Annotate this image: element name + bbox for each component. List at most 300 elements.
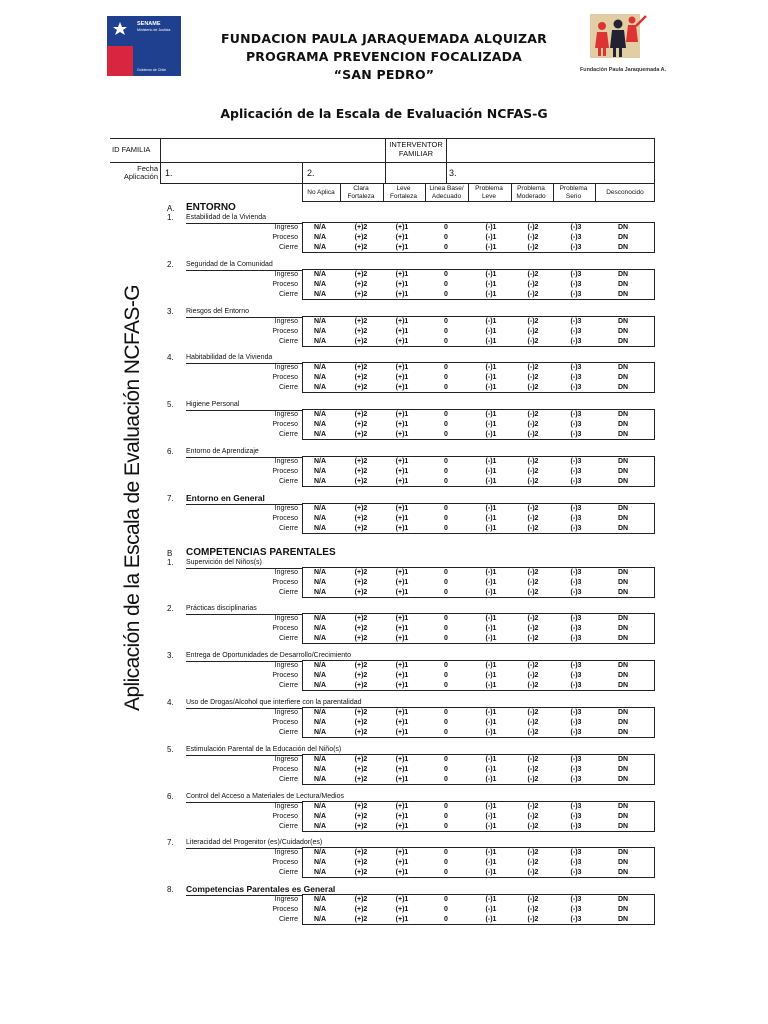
scale-option[interactable]: 0 xyxy=(444,682,448,690)
scale-option[interactable]: (+)1 xyxy=(395,896,409,904)
scale-option[interactable]: (-)3 xyxy=(570,775,582,783)
scale-option[interactable]: 0 xyxy=(444,812,448,820)
scale-option[interactable]: 0 xyxy=(444,775,448,783)
scale-option[interactable]: N/A xyxy=(313,662,327,670)
scale-option[interactable]: (-)2 xyxy=(527,755,539,763)
scale-option[interactable]: (+)2 xyxy=(354,458,368,465)
scale-option[interactable]: (-)2 xyxy=(527,524,539,532)
scale-option[interactable]: 0 xyxy=(444,234,448,241)
scale-option[interactable]: (+)2 xyxy=(354,755,368,763)
scale-option[interactable]: 0 xyxy=(444,478,448,485)
scale-option[interactable]: (+)2 xyxy=(354,514,368,522)
scale-option[interactable]: (+)2 xyxy=(354,615,368,623)
scale-option[interactable]: (+)2 xyxy=(354,524,368,532)
scale-option[interactable]: (-)1 xyxy=(485,384,497,392)
scale-option[interactable]: 0 xyxy=(444,916,448,924)
scale-option[interactable]: (+)1 xyxy=(395,504,409,512)
scale-option[interactable]: (-)3 xyxy=(570,468,582,475)
scale-option[interactable]: (-)2 xyxy=(527,421,539,429)
scale-option[interactable]: (+)1 xyxy=(395,625,409,633)
scale-option[interactable]: (-)3 xyxy=(570,524,582,532)
scale-option[interactable]: (+)2 xyxy=(354,270,368,278)
scale-option[interactable]: (-)3 xyxy=(570,822,582,830)
scale-option[interactable]: N/A xyxy=(313,468,327,475)
scale-option[interactable]: (-)3 xyxy=(570,431,582,439)
scale-option[interactable]: (-)3 xyxy=(570,568,582,576)
fecha-slot-1[interactable]: 1. xyxy=(165,168,173,178)
scale-option[interactable]: (-)2 xyxy=(527,468,539,475)
scale-option[interactable]: (+)2 xyxy=(354,337,368,345)
scale-option[interactable]: N/A xyxy=(313,802,327,810)
scale-option[interactable]: DN xyxy=(617,682,629,690)
scale-option[interactable]: N/A xyxy=(313,244,327,251)
scale-option[interactable]: (-)1 xyxy=(485,514,497,522)
scale-option[interactable]: (+)1 xyxy=(395,337,409,345)
scale-option[interactable]: (-)3 xyxy=(570,504,582,512)
scale-option[interactable]: (-)2 xyxy=(527,682,539,690)
scale-option[interactable]: (-)3 xyxy=(570,682,582,690)
scale-option[interactable]: N/A xyxy=(313,384,327,392)
scale-option[interactable]: (-)3 xyxy=(570,719,582,726)
scale-option[interactable]: (+)1 xyxy=(395,224,409,231)
scale-option[interactable]: (-)2 xyxy=(527,672,539,680)
scale-option[interactable]: (-)3 xyxy=(570,421,582,429)
scale-option[interactable]: N/A xyxy=(313,709,327,716)
scale-option[interactable]: (+)2 xyxy=(354,906,368,914)
scale-option[interactable]: (-)2 xyxy=(527,374,539,382)
scale-option[interactable]: (-)3 xyxy=(570,234,582,241)
scale-option[interactable]: 0 xyxy=(444,524,448,532)
scale-option[interactable]: (+)1 xyxy=(395,672,409,680)
scale-option[interactable]: (-)3 xyxy=(570,729,582,736)
scale-option[interactable]: (+)1 xyxy=(395,374,409,382)
scale-option[interactable]: (-)3 xyxy=(570,849,582,857)
scale-option[interactable]: (+)1 xyxy=(395,364,409,372)
scale-option[interactable]: N/A xyxy=(313,431,327,439)
scale-option[interactable]: (-)2 xyxy=(527,709,539,716)
scale-option[interactable]: (+)1 xyxy=(395,524,409,532)
scale-option[interactable]: (-)1 xyxy=(485,224,497,231)
scale-option[interactable]: (-)3 xyxy=(570,906,582,914)
fecha-slot-3[interactable]: 3. xyxy=(449,168,457,178)
scale-option[interactable]: 0 xyxy=(444,729,448,736)
scale-option[interactable]: (+)1 xyxy=(395,729,409,736)
scale-option[interactable]: 0 xyxy=(444,906,448,914)
scale-option[interactable]: N/A xyxy=(313,224,327,231)
scale-option[interactable]: DN xyxy=(617,729,629,736)
scale-option[interactable]: (+)1 xyxy=(395,458,409,465)
scale-option[interactable]: DN xyxy=(617,662,629,670)
scale-option[interactable]: (-)2 xyxy=(527,280,539,288)
scale-option[interactable]: N/A xyxy=(313,280,327,288)
scale-option[interactable]: 0 xyxy=(444,431,448,439)
scale-option[interactable]: (+)2 xyxy=(354,709,368,716)
scale-option[interactable]: (-)1 xyxy=(485,374,497,382)
scale-option[interactable]: (-)2 xyxy=(527,327,539,335)
scale-option[interactable]: N/A xyxy=(313,822,327,830)
scale-option[interactable]: (-)1 xyxy=(485,468,497,475)
scale-option[interactable]: (-)2 xyxy=(527,504,539,512)
scale-option[interactable]: (-)1 xyxy=(485,729,497,736)
scale-option[interactable]: DN xyxy=(617,244,629,251)
scale-option[interactable]: (-)2 xyxy=(527,290,539,298)
scale-option[interactable]: (-)2 xyxy=(527,270,539,278)
scale-option[interactable]: (-)1 xyxy=(485,431,497,439)
scale-option[interactable]: N/A xyxy=(313,859,327,867)
scale-option[interactable]: DN xyxy=(617,224,629,231)
scale-option[interactable]: (-)3 xyxy=(570,672,582,680)
scale-option[interactable]: DN xyxy=(617,625,629,633)
scale-option[interactable]: (-)1 xyxy=(485,421,497,429)
scale-option[interactable]: (+)1 xyxy=(395,755,409,763)
scale-option[interactable]: (+)2 xyxy=(354,729,368,736)
scale-option[interactable]: (+)2 xyxy=(354,234,368,241)
scale-option[interactable]: (+)1 xyxy=(395,802,409,810)
scale-option[interactable]: (-)3 xyxy=(570,478,582,485)
scale-option[interactable]: (-)2 xyxy=(527,478,539,485)
scale-option[interactable]: (-)1 xyxy=(485,270,497,278)
scale-option[interactable]: DN xyxy=(617,514,629,522)
scale-option[interactable]: (-)2 xyxy=(527,458,539,465)
scale-option[interactable]: (-)3 xyxy=(570,280,582,288)
scale-option[interactable]: (-)1 xyxy=(485,869,497,877)
scale-option[interactable]: (-)2 xyxy=(527,906,539,914)
scale-option[interactable]: N/A xyxy=(313,588,327,596)
scale-option[interactable]: (-)1 xyxy=(485,765,497,773)
scale-option[interactable]: DN xyxy=(617,906,629,914)
scale-option[interactable]: DN xyxy=(617,822,629,830)
scale-option[interactable]: DN xyxy=(617,458,629,465)
scale-option[interactable]: (+)1 xyxy=(395,568,409,576)
scale-option[interactable]: 0 xyxy=(444,337,448,345)
scale-option[interactable]: (-)1 xyxy=(485,896,497,904)
scale-option[interactable]: (-)1 xyxy=(485,802,497,810)
scale-option[interactable]: (-)2 xyxy=(527,812,539,820)
scale-option[interactable]: (-)3 xyxy=(570,755,582,763)
scale-option[interactable]: (-)1 xyxy=(485,709,497,716)
scale-option[interactable]: (+)1 xyxy=(395,775,409,783)
scale-option[interactable]: (+)1 xyxy=(395,411,409,419)
scale-option[interactable]: (+)2 xyxy=(354,802,368,810)
scale-option[interactable]: 0 xyxy=(444,635,448,643)
scale-option[interactable]: DN xyxy=(617,802,629,810)
scale-option[interactable]: (-)1 xyxy=(485,524,497,532)
fecha-slot-2[interactable]: 2. xyxy=(307,168,315,178)
scale-option[interactable]: N/A xyxy=(313,682,327,690)
scale-option[interactable]: (+)1 xyxy=(395,719,409,726)
scale-option[interactable]: N/A xyxy=(313,364,327,372)
scale-option[interactable]: (+)2 xyxy=(354,384,368,392)
scale-option[interactable]: (+)1 xyxy=(395,244,409,251)
scale-option[interactable]: (+)2 xyxy=(354,869,368,877)
scale-option[interactable]: 0 xyxy=(444,662,448,670)
scale-option[interactable]: (-)3 xyxy=(570,514,582,522)
scale-option[interactable]: N/A xyxy=(313,916,327,924)
scale-option[interactable]: (-)2 xyxy=(527,615,539,623)
scale-option[interactable]: DN xyxy=(617,709,629,716)
scale-option[interactable]: 0 xyxy=(444,588,448,596)
scale-option[interactable]: (+)1 xyxy=(395,588,409,596)
scale-option[interactable]: (-)3 xyxy=(570,765,582,773)
scale-option[interactable]: 0 xyxy=(444,578,448,586)
scale-option[interactable]: (+)2 xyxy=(354,662,368,670)
scale-option[interactable]: (+)2 xyxy=(354,280,368,288)
scale-option[interactable]: N/A xyxy=(313,635,327,643)
scale-option[interactable]: (-)3 xyxy=(570,374,582,382)
scale-option[interactable]: (-)2 xyxy=(527,802,539,810)
scale-option[interactable]: DN xyxy=(617,478,629,485)
scale-option[interactable]: (-)1 xyxy=(485,906,497,914)
scale-option[interactable]: N/A xyxy=(313,290,327,298)
scale-option[interactable]: N/A xyxy=(313,317,327,325)
scale-option[interactable]: (-)2 xyxy=(527,431,539,439)
scale-option[interactable]: (-)1 xyxy=(485,568,497,576)
scale-option[interactable]: (-)3 xyxy=(570,270,582,278)
scale-option[interactable]: (-)2 xyxy=(527,578,539,586)
scale-option[interactable]: (+)2 xyxy=(354,504,368,512)
scale-option[interactable]: (+)2 xyxy=(354,625,368,633)
scale-option[interactable]: 0 xyxy=(444,504,448,512)
scale-option[interactable]: (+)2 xyxy=(354,635,368,643)
scale-option[interactable]: 0 xyxy=(444,896,448,904)
scale-option[interactable]: (-)2 xyxy=(527,337,539,345)
scale-option[interactable]: N/A xyxy=(313,765,327,773)
scale-option[interactable]: (+)1 xyxy=(395,234,409,241)
scale-option[interactable]: DN xyxy=(617,578,629,586)
scale-option[interactable]: 0 xyxy=(444,625,448,633)
scale-option[interactable]: (-)2 xyxy=(527,364,539,372)
scale-option[interactable]: (+)2 xyxy=(354,364,368,372)
scale-option[interactable]: (-)1 xyxy=(485,662,497,670)
scale-option[interactable]: (-)1 xyxy=(485,458,497,465)
scale-option[interactable]: DN xyxy=(617,672,629,680)
scale-option[interactable]: (+)1 xyxy=(395,859,409,867)
scale-option[interactable]: DN xyxy=(617,719,629,726)
scale-option[interactable]: N/A xyxy=(313,374,327,382)
scale-option[interactable]: (+)2 xyxy=(354,224,368,231)
scale-option[interactable]: (-)1 xyxy=(485,290,497,298)
scale-option[interactable]: (+)2 xyxy=(354,775,368,783)
scale-option[interactable]: 0 xyxy=(444,719,448,726)
scale-option[interactable]: 0 xyxy=(444,411,448,419)
scale-option[interactable]: (-)1 xyxy=(485,822,497,830)
scale-option[interactable]: (+)1 xyxy=(395,812,409,820)
scale-option[interactable]: N/A xyxy=(313,625,327,633)
scale-option[interactable]: 0 xyxy=(444,421,448,429)
scale-option[interactable]: (-)2 xyxy=(527,849,539,857)
scale-option[interactable]: (+)1 xyxy=(395,514,409,522)
scale-option[interactable]: DN xyxy=(617,384,629,392)
scale-option[interactable]: 0 xyxy=(444,859,448,867)
scale-option[interactable]: 0 xyxy=(444,802,448,810)
scale-option[interactable]: (-)1 xyxy=(485,615,497,623)
scale-option[interactable]: (-)2 xyxy=(527,896,539,904)
scale-option[interactable]: (-)3 xyxy=(570,244,582,251)
scale-option[interactable]: (-)2 xyxy=(527,317,539,325)
scale-option[interactable]: (-)1 xyxy=(485,364,497,372)
scale-option[interactable]: (-)3 xyxy=(570,578,582,586)
scale-option[interactable]: (+)1 xyxy=(395,635,409,643)
scale-option[interactable]: DN xyxy=(617,364,629,372)
scale-option[interactable]: (+)2 xyxy=(354,374,368,382)
scale-option[interactable]: (+)1 xyxy=(395,280,409,288)
scale-option[interactable]: DN xyxy=(617,431,629,439)
scale-option[interactable]: (-)1 xyxy=(485,672,497,680)
scale-option[interactable]: DN xyxy=(617,421,629,429)
scale-option[interactable]: (+)2 xyxy=(354,290,368,298)
scale-option[interactable]: (-)3 xyxy=(570,662,582,670)
scale-option[interactable]: (-)3 xyxy=(570,317,582,325)
scale-option[interactable]: DN xyxy=(617,869,629,877)
scale-option[interactable]: (-)1 xyxy=(485,849,497,857)
scale-option[interactable]: (-)2 xyxy=(527,822,539,830)
scale-option[interactable]: (-)2 xyxy=(527,244,539,251)
scale-option[interactable]: 0 xyxy=(444,709,448,716)
scale-option[interactable]: (+)2 xyxy=(354,812,368,820)
scale-option[interactable]: (-)3 xyxy=(570,458,582,465)
scale-option[interactable]: (+)1 xyxy=(395,468,409,475)
scale-option[interactable]: N/A xyxy=(313,504,327,512)
scale-option[interactable]: (+)2 xyxy=(354,719,368,726)
scale-option[interactable]: 0 xyxy=(444,468,448,475)
scale-option[interactable]: (-)2 xyxy=(527,662,539,670)
scale-option[interactable]: (-)3 xyxy=(570,916,582,924)
scale-option[interactable]: 0 xyxy=(444,672,448,680)
scale-option[interactable]: (-)1 xyxy=(485,719,497,726)
scale-option[interactable]: 0 xyxy=(444,765,448,773)
scale-option[interactable]: N/A xyxy=(313,729,327,736)
scale-option[interactable]: (-)3 xyxy=(570,384,582,392)
scale-option[interactable]: (-)1 xyxy=(485,234,497,241)
scale-option[interactable]: (-)1 xyxy=(485,635,497,643)
scale-option[interactable]: (+)2 xyxy=(354,431,368,439)
scale-option[interactable]: N/A xyxy=(313,849,327,857)
scale-option[interactable]: 0 xyxy=(444,224,448,231)
scale-option[interactable]: (-)3 xyxy=(570,588,582,596)
scale-option[interactable]: N/A xyxy=(313,478,327,485)
scale-option[interactable]: (-)1 xyxy=(485,755,497,763)
scale-option[interactable]: (-)3 xyxy=(570,615,582,623)
scale-option[interactable]: 0 xyxy=(444,317,448,325)
scale-option[interactable]: (-)3 xyxy=(570,224,582,231)
scale-option[interactable]: (-)2 xyxy=(527,234,539,241)
scale-option[interactable]: (+)2 xyxy=(354,849,368,857)
scale-option[interactable]: (-)2 xyxy=(527,719,539,726)
scale-option[interactable]: (-)2 xyxy=(527,514,539,522)
scale-option[interactable]: N/A xyxy=(313,615,327,623)
scale-option[interactable]: DN xyxy=(617,524,629,532)
scale-option[interactable]: (+)1 xyxy=(395,916,409,924)
scale-option[interactable]: (+)1 xyxy=(395,765,409,773)
scale-option[interactable]: (-)2 xyxy=(527,859,539,867)
scale-option[interactable]: (-)1 xyxy=(485,625,497,633)
scale-option[interactable]: 0 xyxy=(444,822,448,830)
scale-option[interactable]: 0 xyxy=(444,327,448,335)
scale-option[interactable]: (-)1 xyxy=(485,317,497,325)
scale-option[interactable]: (-)1 xyxy=(485,244,497,251)
scale-option[interactable]: DN xyxy=(617,280,629,288)
scale-option[interactable]: 0 xyxy=(444,568,448,576)
scale-option[interactable]: N/A xyxy=(313,411,327,419)
scale-option[interactable]: DN xyxy=(617,568,629,576)
scale-option[interactable]: (+)2 xyxy=(354,682,368,690)
scale-option[interactable]: (-)3 xyxy=(570,290,582,298)
scale-option[interactable]: (-)1 xyxy=(485,775,497,783)
scale-option[interactable]: (-)1 xyxy=(485,337,497,345)
scale-option[interactable]: (+)2 xyxy=(354,468,368,475)
scale-option[interactable]: DN xyxy=(617,504,629,512)
scale-option[interactable]: (-)2 xyxy=(527,916,539,924)
scale-option[interactable]: (+)2 xyxy=(354,244,368,251)
scale-option[interactable]: (+)1 xyxy=(395,478,409,485)
scale-option[interactable]: N/A xyxy=(313,672,327,680)
scale-option[interactable]: (-)2 xyxy=(527,729,539,736)
scale-option[interactable]: (+)2 xyxy=(354,672,368,680)
scale-option[interactable]: N/A xyxy=(313,234,327,241)
scale-option[interactable]: DN xyxy=(617,337,629,345)
scale-option[interactable]: DN xyxy=(617,411,629,419)
scale-option[interactable]: (+)2 xyxy=(354,478,368,485)
scale-option[interactable]: N/A xyxy=(313,775,327,783)
scale-option[interactable]: (+)2 xyxy=(354,327,368,335)
scale-option[interactable]: N/A xyxy=(313,514,327,522)
scale-option[interactable]: (-)1 xyxy=(485,916,497,924)
scale-option[interactable]: (-)3 xyxy=(570,625,582,633)
scale-option[interactable]: N/A xyxy=(313,270,327,278)
scale-option[interactable]: 0 xyxy=(444,384,448,392)
scale-option[interactable]: DN xyxy=(617,812,629,820)
scale-option[interactable]: (-)2 xyxy=(527,224,539,231)
scale-option[interactable]: (+)1 xyxy=(395,290,409,298)
scale-option[interactable]: (-)3 xyxy=(570,411,582,419)
scale-option[interactable]: (-)2 xyxy=(527,411,539,419)
scale-option[interactable]: (+)2 xyxy=(354,568,368,576)
scale-option[interactable]: (+)1 xyxy=(395,849,409,857)
scale-option[interactable]: 0 xyxy=(444,290,448,298)
scale-option[interactable]: 0 xyxy=(444,755,448,763)
scale-option[interactable]: DN xyxy=(617,765,629,773)
scale-option[interactable]: (-)2 xyxy=(527,869,539,877)
scale-option[interactable]: (+)2 xyxy=(354,421,368,429)
scale-option[interactable]: N/A xyxy=(313,327,327,335)
scale-option[interactable]: (+)1 xyxy=(395,421,409,429)
scale-option[interactable]: DN xyxy=(617,588,629,596)
scale-option[interactable]: DN xyxy=(617,849,629,857)
scale-option[interactable]: (-)2 xyxy=(527,568,539,576)
scale-option[interactable]: (+)1 xyxy=(395,709,409,716)
scale-option[interactable]: DN xyxy=(617,317,629,325)
scale-option[interactable]: (-)3 xyxy=(570,896,582,904)
scale-option[interactable]: (-)3 xyxy=(570,709,582,716)
scale-option[interactable]: N/A xyxy=(313,337,327,345)
scale-option[interactable]: 0 xyxy=(444,244,448,251)
scale-option[interactable]: (-)2 xyxy=(527,775,539,783)
scale-option[interactable]: 0 xyxy=(444,458,448,465)
scale-option[interactable]: (+)1 xyxy=(395,682,409,690)
scale-option[interactable]: DN xyxy=(617,327,629,335)
scale-option[interactable]: N/A xyxy=(313,524,327,532)
scale-option[interactable]: (-)3 xyxy=(570,869,582,877)
scale-option[interactable]: DN xyxy=(617,755,629,763)
scale-option[interactable]: DN xyxy=(617,775,629,783)
scale-option[interactable]: N/A xyxy=(313,812,327,820)
scale-option[interactable]: N/A xyxy=(313,755,327,763)
scale-option[interactable]: DN xyxy=(617,290,629,298)
scale-option[interactable]: N/A xyxy=(313,869,327,877)
scale-option[interactable]: 0 xyxy=(444,615,448,623)
scale-option[interactable]: (+)1 xyxy=(395,327,409,335)
scale-option[interactable]: (+)2 xyxy=(354,916,368,924)
